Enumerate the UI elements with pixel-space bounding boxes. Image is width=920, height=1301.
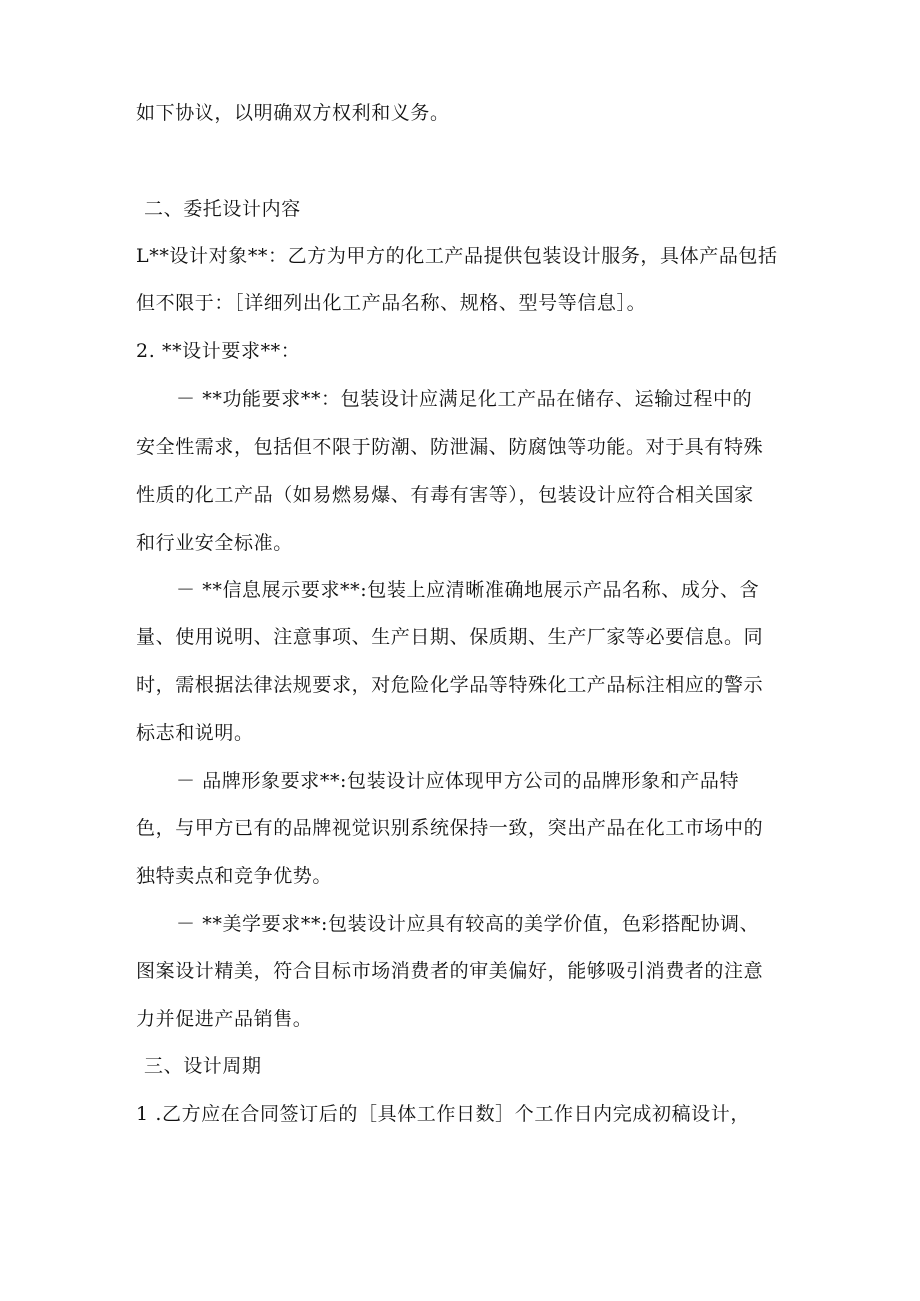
section-heading-design-period: 三、设计周期 [144,1055,262,1077]
text-line-brand-requirement-3: 独特卖点和竞争优势。 [136,865,333,887]
text-line-agreement-continuation: 如下协议，以明确双方权利和义务。 [136,102,450,124]
text-line-function-requirement: － **功能要求**：包装设计应满足化工产品在储存、运输过程中的 [176,388,753,410]
text-line-info-requirement-3: 时，需根据法律法规要求，对危险化学品等特殊化工产品标注相应的警示 [136,674,764,696]
text-line-info-requirement-4: 标志和说明。 [136,722,254,744]
text-line-brand-requirement-2: 色，与甲方已有的品牌视觉识别系统保持一致，突出产品在化工市场中的 [136,817,764,839]
subheading-design-requirements: 2. **设计要求**： [136,340,301,362]
text-line-function-requirement-3: 性质的化工产品（如易燃易爆、有毒有害等），包装设计应符合相关国家 [136,484,754,506]
text-line-brand-requirement: － 品牌形象要求**:包装设计应体现甲方公司的品牌形象和产品特 [176,770,740,792]
section-heading-design-content: 二、委托设计内容 [144,198,301,220]
text-line-aesthetic-requirement-2: 图案设计精美，符合目标市场消费者的审美偏好，能够吸引消费者的注意 [136,960,764,982]
text-line-design-object-cont: 但不限于：［详细列出化工产品名称、规格、型号等信息］。 [136,292,647,314]
text-line-design-object: L**设计对象**：乙方为甲方的化工产品提供包装设计服务，具体产品包括 [136,245,778,267]
text-line-aesthetic-requirement: － **美学要求**:包装设计应具有较高的美学价值，色彩搭配协调、 [176,913,760,935]
text-line-design-period-1: 1 .乙方应在合同签订后的［具体工作日数］个工作日内完成初稿设计， [136,1103,750,1125]
text-line-aesthetic-requirement-3: 力并促进产品销售。 [136,1008,313,1030]
text-line-function-requirement-2: 安全性需求，包括但不限于防潮、防泄漏、防腐蚀等功能。对于具有特殊 [136,436,764,458]
text-line-info-requirement-2: 量、使用说明、注意事项、生产日期、保质期、生产厂家等必要信息。同 [136,626,764,648]
text-line-info-requirement: － **信息展示要求**:包装上应清晰准确地展示产品名称、成分、含 [176,579,760,601]
text-line-function-requirement-4: 和行业安全标准。 [136,532,293,554]
